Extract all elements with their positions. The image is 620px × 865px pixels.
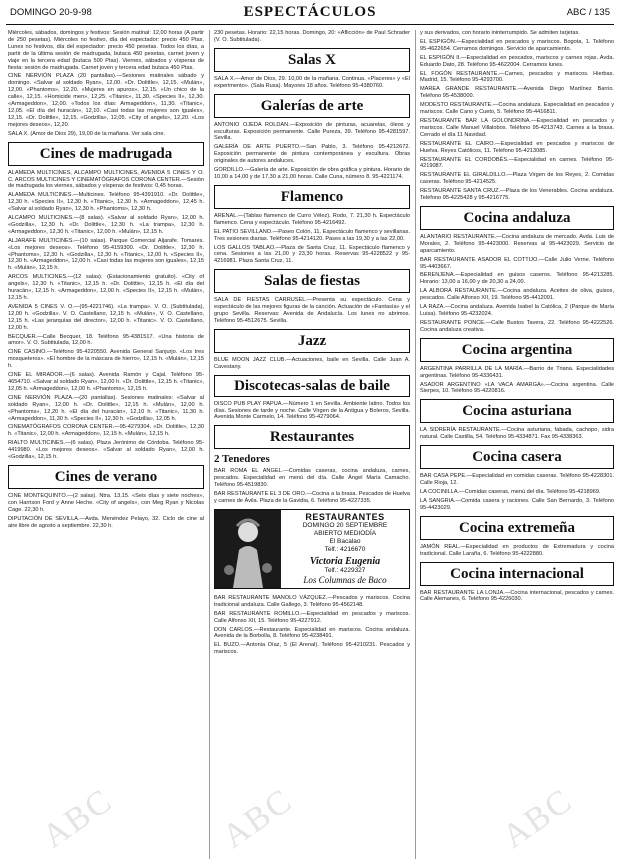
listing-entry: EL ESPIGÓN.—Especialidad en pescados y mariscos. Bogota, 1. Teléfono 95-4622654. Cerramos domingos. Servicio de aparcamiento. — [420, 38, 614, 52]
listing-entry: BAR RESTAURANTE LA LONJA.—Cocina internacional, pescados y carnes. Calle Alemanes, 6. Teléfono 95-4226030. — [420, 589, 614, 603]
section-heading-verano: Cines de verano — [8, 465, 204, 489]
watermark: ABC — [215, 781, 300, 856]
listing-entry: RESTAURANTE SANTA CRUZ.—Plaza de los Venerables. Cocina andaluza. Teléfono 95-4225428 y 95-4216775. — [420, 188, 614, 202]
listing-entry: BLUE MOON JAZZ CLUB.—Actuaciones, baile en Sevilla. Calle Juan A. Cavestany. — [214, 356, 410, 370]
listing-entry: GALERÍA DE ARTE PUERTO.—San Pablo, 3. Teléfono 95-4212672. Exposición permanente de pintura contemporánea y escultura. Obras originales de autores andaluces. — [214, 144, 410, 165]
section-heading-fiestas: Salas de fiestas — [214, 269, 410, 293]
ad-title: RESTAURANTES — [305, 511, 385, 522]
section-heading-argentina: Cocina argentina — [420, 338, 614, 362]
listing-entry: CINE EL MIRADOR.—(6 salas). Avenida Ramón y Cajal. Teléfono 95-4654710. «Salvar al soldado Ryan», 12,00 h. «Dr. Dolittle», 12,15 h. «Titanic», 12,05 h. «Armageddon», 12,00 h. «Phantoms», 12,15 h. — [8, 372, 204, 392]
listing-entry: CINE NERVIÓN PLAZA (20 pantallas).—Sesiones matinales sábado y domingo. «Salvar al soldado Ryan», 12,00. «Dr. Dolittle», 12,15. «Mulán», 12,00. «Phantoms», 12,20. «Mujeres en apuros», 12,15. «Un chico de la calle», 12,15. «Homicide men», 12,25. «Titanic», 11,30. «Species II», 12,30. «Armageddon», 12,00. «Todos los días: Armageddon», 11,30. «Titanic», 12,05. «El día del huracán», 12,10. «Casi todas las mujeres son iguales», 12,15. «Dr. Dolittle», 12,15. «Godzilla», 12,05. «City of angels», 12,20. «Los mejores deseos», 12,20. — [8, 73, 204, 128]
advertisement-text — [281, 510, 409, 588]
listing-entry: ALANTARIO RESTAURANTE.—Cocina andaluza de mercado. Avda. Luis de Morales, 2. Teléfono 95-4423000. Reservas al 95-4423029. Servicio de aparcamiento. — [420, 233, 614, 254]
listing-entry: LA SANGRIA.—Comida casera y raciones. Calle San Bernardo, 3. Teléfono 95-4423029. — [420, 497, 614, 511]
section-heading-salas-x: Salas X — [214, 48, 410, 72]
listing-entry: ARGENTINA PARRILLA DE LA MARÍA.—Barrio de Triana. Especialidades argentinas. Teléfono 95-4336431. — [420, 365, 614, 379]
listing-entry: DON CARLOS.—Restaurante. Especialidad en mariscos. Cocina andaluza. Avenida de la Borbolla, 8. Teléfono 95-4238491. — [214, 626, 410, 640]
listing-entry: BAR RESTAURANTE EL 3 DE ORO.—Cocina a la brasa. Pescados de Huelva y carnes de Ávila. Plaza de la Gavidia, 6. Teléfono 95-4227335. — [214, 491, 410, 504]
listing-entry: BAR CASA PEPE.—Especialidad en comidas caseras. Teléfono 95-4228301. Calle Rioja, 12. — [420, 473, 614, 487]
section-heading-internacional: Cocina internacional — [420, 562, 614, 586]
listing-entry: ALJARAFE MULTICINES.—(10 salas). Parque Comercial Aljarafe. Tomares. «Los mejores deseos». Teléfono 95-4159300. «Dr. Dolittle», 12,30 h. «Phantoms», 12,30 h. «Godzilla», 12,30 h. «Titanic», 12,00 h. «Species II», 12,30 h. «Armageddon», 12,00 h. «Casi todas las mujeres son iguales», 12,15 h. «Mulán», 12,15 h. — [8, 237, 204, 272]
ad-phone: Telf.: 4216670 — [324, 545, 366, 553]
bacchus-figure-icon — [215, 510, 281, 588]
section-heading-andaluza: Cocina andaluza — [420, 206, 614, 230]
ad-line: ABIERTO MEDIODÍA — [313, 529, 377, 537]
listing-entry: LOS GALLOS TABLAO.—Plaza de Santa Cruz, 11. Espectáculo flamenco y cena. Sesiones a las 21,00 y 23,30 horas. Reservas 95-4228522 y 95-4216981. Plaza Santa Cruz, 11. — [214, 244, 410, 265]
listing-entry: AVENIDA 5 CINES V. O.—(95-4221746). «La trampa». V. O. (Subtitulada), 12,00 h. «Godzilla». V. O. Castellano, 12,15 h. «Mulán», V. O. Castellano, 12,15 h. «Las jerarquías del director», 12,00 h. «Titanic». V. O. Castellano, 12,00 h. — [8, 303, 204, 331]
column-3 — [420, 30, 614, 861]
section-heading-casera: Cocina casera — [420, 445, 614, 469]
section-heading-discotecas: Discotecas-salas de baile — [214, 375, 410, 397]
ad-restaurant-name: Victoria Eugenia — [309, 555, 381, 567]
listing-entry: y sus derivados, con horario ininterrumpido. Se admiten tarjetas. — [420, 30, 580, 36]
listing-entry: SALA X.—Amor de Dios, 29. 10,00 de la mañana. Continua. «Placeres» y «El experimento». (Sala Rusa). Mayores 18 años. Teléfono 95-4380760. — [214, 75, 410, 89]
ad-brand: Los Columnas de Baco — [303, 574, 387, 585]
section-heading-galerias: Galerías de arte — [214, 94, 410, 118]
section-heading-flamenco: Flamenco — [214, 185, 410, 209]
bacchus-illustration — [215, 510, 281, 588]
listing-entry: 230 pesetas. Horario: 22,15 horas. Domingo, 20: «Aflicción» de Paul Schrader (V. O. Subtitulada). — [214, 30, 410, 43]
listing-entry: CINEMATÓGRAFOS CORONA CENTER.—95-4279304. «Dr. Dolittle», 12,30 h. «Titanic», 12,00 h. «Armageddon», 12,15 h. «Mulán», 12,15 h. — [8, 424, 204, 438]
watermark: ABC — [35, 781, 120, 856]
section-title: ESPECTÁCULOS — [243, 4, 377, 20]
header-date: DOMINGO 20-9-98 — [10, 7, 92, 18]
listing-entry: MAREA GRANDE RESTAURANTE.—Avenida Diego Martínez Barrio. Teléfono 95-4538000. — [420, 86, 614, 100]
column-1 — [8, 30, 204, 861]
listing-entry: LA RAZA.—Cocina andaluza. Avenida Isabel la Católica, 2 (Parque de María Luisa). Teléfono 95-4232024. — [420, 304, 614, 317]
ad-line: El Bacalao — [329, 537, 361, 545]
section-heading-extremena: Cocina extremeña — [420, 516, 614, 540]
listing-entry: DISCO PUB PLAY PAPUA.—Número 1 en Sevilla. Ambiente latino. Todos los días. Sesiones de tarde y noche. Calle Virgen de la Antigua y Boleros, Sevilla. Avenida Monte Carmelo, 14. Teléfono 95-4279064. — [214, 400, 410, 421]
listing-entry: BECQUER.—Calle Becquer, 18. Teléfono 95-4381517. «Una historia de amor». V. O. Subtitulada, 12,00 h. — [8, 333, 204, 347]
listing-entry: RESTAURANTE EL GIRALDILLO.—Plaza Virgen de los Reyes, 2. Comidas caseras. Teléfono 95-4214525. — [420, 172, 614, 186]
listing-entry: LA SIDRERÍA RESTAURANTE.—Cocina asturiana, fabada, cachopo, sidra natural. Calle Castilla, 54. Teléfono 95-4334871. Fax 95-4338363. — [420, 427, 614, 441]
listing-entry: RESTAURANTE BAR LA GOLONDRINA.—Especialidad en pescados y mariscos. Calle Manuel Villalobos. Teléfono 95-4213743. Carnes a la brasa. Cerrado el día 11 Navidad. — [420, 117, 614, 138]
section-heading-madrugada: Cines de madrugada — [8, 142, 204, 166]
listing-entry: SALA X. (Amor de Dios 29), 19,00 de la mañana. Ver sala cine. — [8, 130, 166, 137]
listing-entry: ARENAL.—(Tablao flamenco de Curro Vélez). Rodo, 7. 21,30 h. Espectáculo flamenco. Cena y espectáculo. Teléfono 95-4216492. — [214, 212, 410, 226]
listing-entry: BAR RESTAURANTE MANOLO VÁZQUEZ.—Pescados y mariscos. Cocina tradicional andaluza. Calle Gallego, 3. Teléfono 95-4562148. — [214, 594, 410, 608]
listing-entry: BERENJENA.—Especialidad en guisos caseros. Teléfono 95-4213285. Horario: 13,00 a 16,00 y de 20,30 a 24,00. — [420, 272, 614, 286]
listing-entry: SALA DE FIESTAS CARRUSEL.—Presenta su espectáculo. Cena y espectáculo de las mejores figuras de la canción. Actuación de «Fantasía» y el grupo Sevilla. Reservas: Avenida de Andalucía. Los lunes no abrimos. Teléfono 95-4512675. Sevilla. — [214, 297, 410, 324]
column-divider — [415, 30, 416, 859]
listing-entry: ARCOS MULTICINES.—(12 salas). (Estacionamiento gratuito). «City of angels», 12,30 h. «Titanic», 12,15 h. «Dr. Dolittle», 12,15 h. «El día del huracán», 12,15 h. «Armageddon», 12,00 h. «Species II», 12,15 h. «Mulán», 12,15 h. — [8, 274, 204, 301]
listing-entry: LA COCINILLA.—Comidas caseras, menú del día. Teléfono 95-4218969. — [420, 488, 601, 495]
listing-entry: ANTONIO OJEDA ROLDAN.—Exposición de pinturas, acuarelas, óleos y esculturas. Exposición permanente. Calle Pureza, 39. Teléfono 95-4281597. Sevilla. — [214, 121, 410, 142]
listing-entry: BAR ROMA EL ANGEL.—Comidas caseras, cocina andaluza, carnes, pescados. Especialidad en menú del día. Calle Ángel María Camacho. Teléfono 95-4519830. — [214, 468, 410, 489]
listing-entry: GORDILLO.—Galería de arte. Exposición de obra gráfica y pintura. Horario de 10,00 a 14,00 y de 17,30 a 21,00 horas. Calle Cuna, número 8. 95-4221174. — [214, 167, 410, 180]
column-divider — [209, 30, 210, 859]
subsection-heading: 2 Tenedores — [214, 453, 270, 466]
watermark: ABC — [495, 781, 580, 856]
restaurant-advertisement — [214, 509, 410, 589]
listing-entry: BAR RESTAURANTE ASADOR EL COTTIJO.—Calle Julio Verne. Teléfono 95-4403667. — [420, 256, 614, 270]
listing-entry: CINE MONTEQUINTO.—(2 salas). Ntra. 13,15. «Seis días y siete noches», con Harrison Ford y Anne Heche. «City of angels», con Meg Ryan y Nicolas Cage. 22,30 h. — [8, 492, 204, 513]
listing-entry: JAMÓN REAL.—Especialidad en productos de Extremadura y cocina tradicional. Calle Laraña, 6. Teléfono 95-4222880. — [420, 543, 614, 557]
listing-entry: ALAMEDA MULTICINES.—Multicines. Teléfono 95-4391910. «Dr. Dolittle», 12,30 h. «Species II», 12,30 h. «Titanic», 12,30 h. «Armageddon», 12,45 h. «Salvar al soldado Ryan», 12,30 h. «Phantoms», 12,30 h. — [8, 192, 204, 213]
listing-entry: BAR RESTAURANTE ROMILLO.—Especialidad en pescados y mariscos. Calle Alfonso XII, 15. Teléfono 95-4227912. — [214, 610, 410, 624]
listing-entry: ALAMEDA MULTICINES, ALCAMPO MULTICINES, AVENIDA 5 CINES Y O. C. ARCOS MULTICINES Y CINEMATÓGRAFOS CORONA CENTER.—Sesión de madrugada los viernes, sábados y vísperas de festivos: 0,45 horas. — [8, 169, 204, 190]
listing-entry: EL BUZO.—Antonia Díaz, 5 (El Arenal). Teléfono 95-4210231. Pescados y mariscos. — [214, 642, 410, 656]
page-header — [6, 4, 614, 25]
listing-entry: ASADOR ARGENTINO «LA VACA AMARGA».—Cocina argentina. Calle Sierpes, 10. Teléfono 95-4220816. — [420, 381, 614, 395]
listing-entry: RESTAURANTE EL CORDOBÉS.—Especialidad en carnes. Teléfono 95-4219087. — [420, 156, 614, 170]
listing-entry: RIALTO MULTICINES.—(6 salas). Plaza Jerónimo de Córdoba. Teléfono 95-4419980. «Los mejores deseos». «Salvar al soldado Ryan», 12,00 h. «Godzilla», 12,15 h. — [8, 440, 204, 461]
listing-entry: ALCAMPO MULTICINES.—(8 salas). «Salvar al soldado Ryan», 12,00 h. «Godzilla», 12,30 h. «Dr. Dolittle», 12,30 h. «La trampa», 12,30 h. «Armageddon», 12,30 h. «Titanic», 12,00 h. «Mulán», 12,15 h. — [8, 215, 204, 235]
listing-entry: CINE CASINO.—Teléfono 95-4220550. Avenida General Sanjurjo. «Los tres mosqueteros». «El hombre de la máscara de hierro», 12,15 h. «Mulán», 12,15 h. — [8, 349, 204, 370]
listing-entry: EL ESPIGÓN II.—Especialidad en pescados, mariscos y carnes rojas. Avda. Eduardo Dato, 28. Teléfono 95-4622004. Cerramos lunes. — [420, 54, 614, 68]
section-heading-asturiana: Cocina asturiana — [420, 399, 614, 423]
ad-line: DOMINGO 20 SEPTIEMBRE — [302, 521, 388, 529]
listing-entry: Miércoles, sábados, domingos y festivos: Sesión matinal: 12,00 horas (A partir de 250 pesetas). Miércoles no festivo, día del espectador: precio 450 Ptas. Lunes no festivos, día del espectador: precio 450 pesetas. Todos los días, a partir de la última sesión de madrugada, butaca 450 pesetas, carnet joven y viaje en la tercera edad (butaca 500 Ptas). Viernes, sábados y vísperas de fiesta: sesión de madrugada. Carnet joven y tercera edad butaca 450 Ptas. — [8, 30, 204, 71]
header-page: ABC / 135 — [566, 7, 610, 18]
ad-phone: Telf.: 4229327 — [324, 566, 366, 574]
listing-entry: MODESTO RESTAURANTE.—Cocina andaluza. Especialidad en pescados y mariscos. Calle Cano y Cueto, 5. Teléfono 95-4416811. — [420, 102, 614, 116]
column-2 — [214, 30, 410, 861]
listing-entry: RESTAURANTE PONCE.—Calle Bustos Tavera, 22. Teléfono 95-4222526. Cocina andaluza creativa. — [420, 319, 614, 333]
listing-entry: EL PATIO SEVILLANO.—Paseo Colón, 11. Espectáculo flamenco y sevillanas. Tres sesiones diarias. Teléfono 95-4214120. Pases a las 19,30 y a las 22,00. — [214, 228, 410, 242]
listing-entry: LA ALBORÁ RESTAURANTE.—Cocina andaluza. Aceites de oliva, guisos, pescados. Calle Alfonso XII, 19. Teléfono 95-4412091. — [420, 288, 614, 302]
listing-entry: CINE NERVIÓN PLAZA.—(20 pantallas). Sesiones matinales: «Salvar al soldado Ryan», 12,00 h. «Dr. Dolittle», 12,15 h. «Mulán», 12,00 h. «Phantoms», 12,20 h. «El día del huracán», 12,10 h. «Titanic», 11,30 h. «Armageddon», 11,30 h. «Species II», 12,30 h. «Godzilla», 12,05 h. — [8, 394, 204, 422]
section-heading-jazz: Jazz — [214, 329, 410, 353]
section-heading-restaurantes: Restaurantes — [214, 425, 410, 449]
listing-entry: DIPUTACIÓN DE SEVILLA.—Avda. Menéndez Pelayo, 32. Ciclo de cine al aire libre de agosto a septiembre. 22,30 h. — [8, 515, 204, 529]
listing-entry: EL FOGÓN RESTAURANTE.—Carnes, pescados y mariscos. Hierbas. Madrid, 15. Teléfono 95-4293700. — [420, 70, 614, 84]
listing-entry: RESTAURANTE EL CAIRO.—Especialidad en pescados y mariscos de Huelva. Reyes Católicos, 11. Teléfono 95-4213085. — [420, 140, 614, 154]
